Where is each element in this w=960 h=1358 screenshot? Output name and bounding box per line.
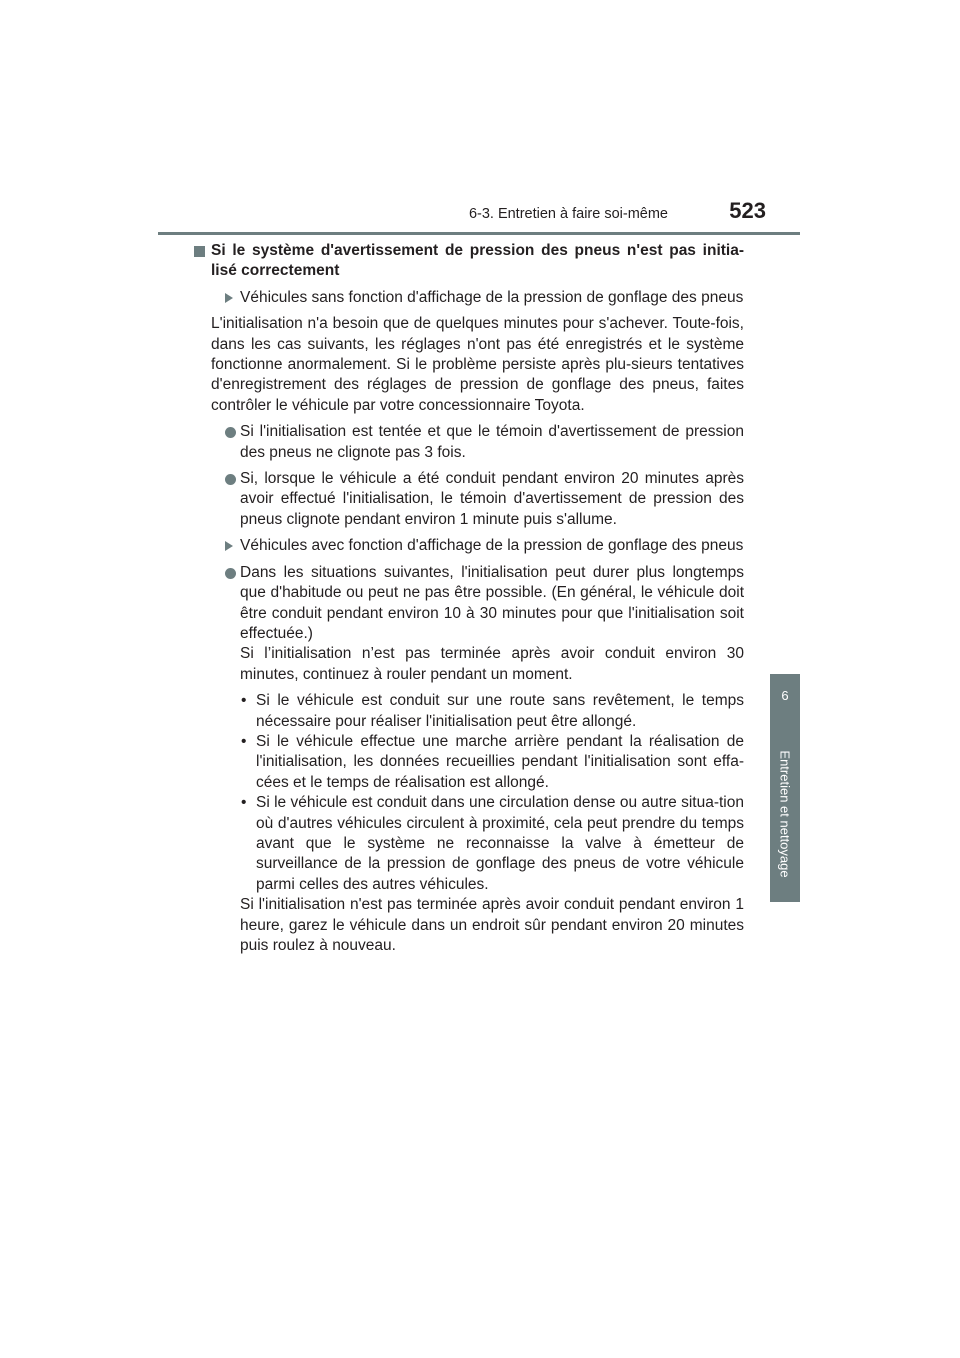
sub-list — [211, 691, 744, 895]
sub-heading — [211, 536, 744, 556]
list-item — [211, 563, 744, 645]
sub-list-item — [211, 793, 744, 895]
note-paragraph: Si l’initialisation n’est pas terminée après avoir conduit environ 30 minutes, continuez à rouler pendant un moment. — [240, 645, 744, 683]
list-item-text: Si, lorsque le véhicule a été conduit pendant environ 20 minutes après avoir effectué l'initialisation, le témoin d'avertissement de pression des pneus clignote pendant environ 1 minute puis s'allume. — [240, 470, 744, 528]
dot-marker: • — [241, 692, 247, 710]
sub-list-item-text: Si le véhicule effectue une marche arrière pendant la réalisation de l'initialisation, les données recueillies pendant l'initialisation sont effa-cées et le temps de réalisation est allongé. — [256, 732, 744, 791]
section-title: 6-3. Entretien à faire soi-même — [468, 206, 668, 222]
list-item-text: Si l'initialisation est tentée et que le témoin d'avertissement de pression des pneus ne clignote pas 3 fois. — [240, 423, 744, 461]
sub-heading — [211, 288, 744, 308]
heading-text: Si le système d'avertissement de pression des pneus n'est pas initia-lisé correctement — [211, 242, 744, 280]
main-content — [211, 241, 744, 956]
sub-list-item — [211, 691, 744, 732]
circle-bullet-icon — [225, 568, 236, 579]
chapter-label: Entretien et nettoyage — [777, 750, 793, 878]
dot-marker: • — [241, 732, 247, 750]
chapter-number: 6 — [781, 688, 789, 703]
triangle-right-icon — [225, 541, 233, 551]
header-divider — [158, 232, 800, 235]
triangle-right-icon — [225, 293, 233, 303]
sub-list-item-text: Si le véhicule est conduit sur une route sans revêtement, le temps nécessaire pour réaliser l'initialisation peut être allongé. — [256, 692, 744, 730]
list-item — [211, 422, 744, 463]
circle-bullet-icon — [225, 474, 236, 485]
page-number: 523 — [729, 198, 766, 223]
dot-marker: • — [241, 794, 247, 812]
sub-list-item — [211, 732, 744, 793]
circle-bullet-icon — [225, 427, 236, 438]
list-item-text: Dans les situations suivantes, l'initialisation peut durer plus longtemps que d'habitude ou peut ne pas être possible. (En général, le véhicule doit être conduit pendant environ 10 à 30 minutes pour que l'initialisation soit effectuée.) — [240, 563, 744, 642]
list-item — [211, 469, 744, 530]
section-heading — [194, 241, 744, 282]
closing-paragraph: Si l'initialisation n'est pas terminée après avoir conduit pendant environ 1 heure, garez le véhicule dans un endroit sûr pendant environ 20 minutes puis roulez à nouveau. — [240, 896, 744, 954]
square-bullet-icon — [194, 246, 205, 257]
sub-list-item-text: Si le véhicule est conduit dans une circulation dense ou autre situa-tion où d'autres véhicules circulent à proximité, cela peut prendre du temps avant que le système ne reconnaisse la valve à émetteur de surveillance de la pression de gonflage des pneus de votre véhicule parmi celles des autres véhicules. — [256, 794, 744, 893]
sub-heading-text: Véhicules sans fonction d'affichage de la pression de gonflage des pneus — [240, 288, 744, 306]
paragraph: L'initialisation n'a besoin que de quelques minutes pour s'achever. Toute-fois, dans les cas suivants, les réglages n'ont pas été enregistrés et le système fonctionne anormalement. Si le problème persiste après plu-sieurs tentatives d'enregistrement des réglages de pression de gonflage des pneus, faites contrôler le véhicule par votre concessionnaire Toyota. — [211, 315, 744, 414]
sub-heading-text: Véhicules avec fonction d'affichage de la pression de gonflage des pneus — [240, 537, 744, 555]
